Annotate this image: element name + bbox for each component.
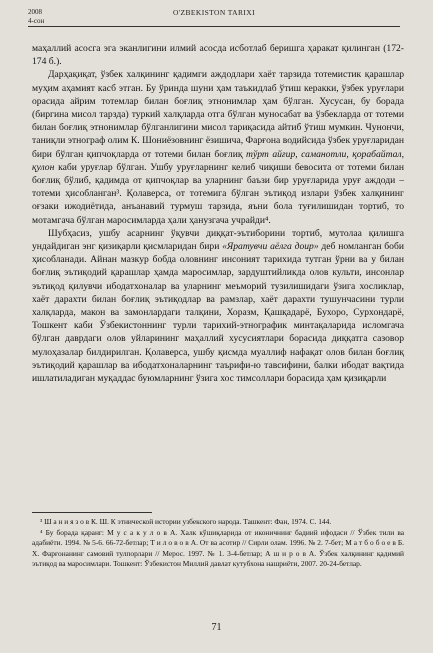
paragraph-2 bbox=[32, 68, 404, 226]
footnote-3: ³ Ш а н и я з о в К. Ш. К этнической истории узбекского народа. Ташкент: Фан, 1974. С. 144. bbox=[40, 517, 332, 526]
footnote-4: ⁴ Бу борада қаранг: М у с а к у л о в А. Халк кўшиқларида от иконичнинг бадиий ифодаси // Ўзбек тили ва адабиёти. 1994. № 5-6. 66-72-бетлар; Т и л о в о в А. От ва асотир // Сирли олам. 1996. № 2. 7-бет; М а т б о б о е в Б. Х. Фарғонанинг самовий тулпорлари // Мерос. 1997. № 1. 3-4-бетлар; А ш и р о в А. Ўзбек халқининг қадимий эътиқод ва маросимлари. Тошкент: Ўзбекистон Миллий давлат кутубхона нашриёти, 2007. 20-24-бетлар. bbox=[32, 528, 404, 568]
paragraph-2-rest: каби уруғлар бўлган. Ушбу уруғларнинг келиб чиқиши бевосита от тотеми билан боғлиқ бўлиб, қадимда от қипчоқлар ва уларнинг баъзи бир уруғларида уруғ аждоди – тотеми ҳисобланган³. Қолаверса, от тотемига бўлган эътиқод излари ўзбек халқининг оғзаки ижодиётида, анъанавий турмуш тарзида, яъни бола туғилишидан тортиб, то мотамгача бўлган маросимларда ҳали ҳанузгача учрайди⁴. bbox=[32, 161, 404, 226]
header-divider bbox=[28, 26, 400, 27]
article-body bbox=[32, 42, 404, 385]
paragraph-2-text: Дарҳақиқат, ўзбек халқининг қадимги аждодлари хаёт тарзида тотемистик қарашлар муҳим аҳамият касб этган. Бу ўринда шуни ҳам таъкидлаб ўтиш керакки, ўзбек уруғлари орасида айрим тотемлар билан боғлиқ этнонимлар ҳам бўлган. Хусусан, бу борада (биргина мисол тарзда) туркий халқларда отга бўлган муносабат ва ўзбекларда от тотеми билан боғлиқ этнонимлар бўлганлигини мисол тариқасида айтиб ўтиш мумкин. Чунончи, таниқли этнограф олим К. Шониёзовнинг ёзишича, Фарғона водийсида ўзбек уруғларидан бири бўлган қипчоқларда от тотеми билан боғлиқ bbox=[32, 69, 404, 160]
footnotes bbox=[32, 517, 404, 570]
journal-title: O'ZBEKISTON TARIXI bbox=[172, 8, 256, 17]
footnote-divider bbox=[32, 512, 152, 513]
running-header bbox=[28, 8, 400, 34]
page-number: 71 bbox=[211, 622, 222, 633]
header-year: 2008 bbox=[28, 8, 42, 16]
paragraph-1: маҳаллий асосга эга эканлигини илмий асосда исботлаб беришга ҳаракат қилинган (172-174 б.). bbox=[32, 43, 404, 68]
paragraph-3 bbox=[32, 227, 404, 385]
paragraph-3-rest: деб номланган боби ҳисобланади. Айнан мазкур бобда оловнинг инсоният тарихида тутган ўрни ва у билан боғлиқ эътиқодий қарашлар ҳамда маросимлар, зардуштийликда олов культи, инсонлар эътиқод қилувчи ибодатхоналар ва уларнинг меъморий тузилишидаги ўзига хосликлар, хаёт дарахти билан боғлиқ эътиқодлар ва рамзлар, хаёт дарахти тушунчасини турли халқларда, макон ва замонлардаги талқини, Хоразм, Қашқадарё, Бухоро, Сурхондарё, Тошкент каби Ўзбекистоннинг турли тарихий-этнографик минтақаларида исломгача бўлган даврдаги олов уйларининг маҳаллий хусусиятлари борасида диққатга сазовор мулоҳазалар билдирилган. Қолаверса, ушбу қисмда муаллиф нафақат олов билан боғлиқ эътиқодий қарашлар ва ибодатхоналарнинг таърифи-ю тавсифини, балки ибодат вақтида ишлатиладиган муқаддас буюмларнинг ўзига хос тимсоллари борасида ҳам қизиқарли bbox=[32, 241, 404, 385]
paragraph-3-text: Шубҳасиз, ушбу асарнинг ўқувчи диққат-эътиборини тортиб, мутолаа қилишга ундайдиган энг қизиқарли қисмларидан бири bbox=[32, 227, 404, 253]
paragraph-3-emphasis: «Яратувчи аёлга доир» bbox=[222, 241, 319, 253]
paragraph-2-emphasis: тўрт айғир, саманотли, қорабайтал, қулон bbox=[32, 148, 404, 173]
header-issue: 4-сон bbox=[28, 17, 45, 25]
